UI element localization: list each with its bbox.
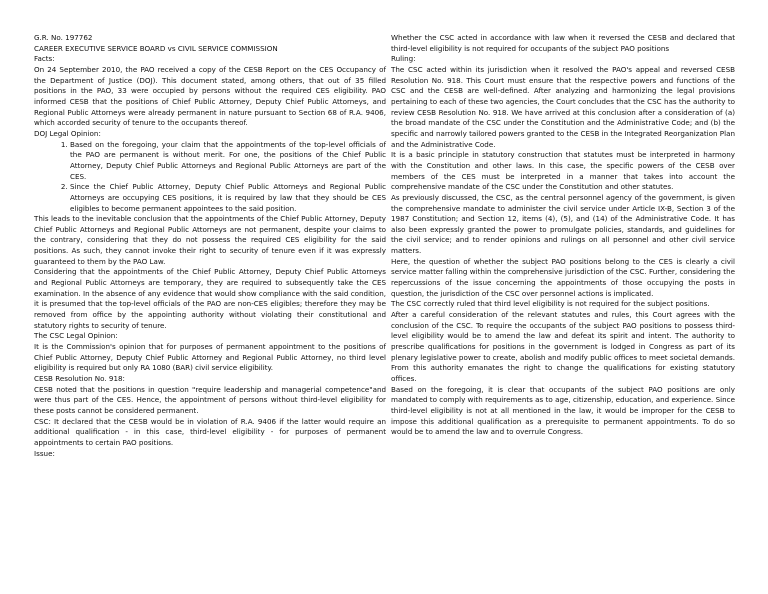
doj-paragraph: This leads to the inevitable conclusion that the appointments of the Chief Public Attorney, Deputy Chief Public Attorneys and Regional Public Attorneys are not permanent, despite your claims to the contrary, considering that they do not possess the required CES eligibility for the said positions. As such, they cannot invoke their right to security of tenure even if it was expressly guaranteed to them by the PAO Law. (34, 214, 386, 266)
doj-opinion-item: 2. Since the Chief Public Attorney, Deputy Chief Public Attorneys and Regional Public Attorneys are occupying CES positions, it is required by law that they should be CES eligibles to become permanent appointees to the said position. (70, 182, 386, 214)
issue-heading: Issue: (34, 448, 55, 458)
ruling-paragraph: The CSC acted within its jurisdiction when it resolved the PAO's appeal and reversed CESB Resolution No. 918. This Court must ensure that the respective powers and functions of the CSC and the CESB are well-defined. After analyzing and harmonizing the legal provisions pertaining to each of these two agencies, the Court concludes that the CSC has the authority to review CESB Resolution No. 918. We have arrived at this conclusion after a consideration of (a) the broad mandate of the CSC under the Constitution and the Administrative Code; and (b) the specific and narrowly tailored powers granted to the CESB in the Integrated Reorganization Plan and the Administrative Code. (391, 64, 735, 149)
doj-opinion-list (34, 140, 386, 215)
csc-declaration-paragraph: CSC: It declared that the CESB would be in violation of R.A. 9406 if the latter would require an additional qualification - in this case, third-level eligibility - for purposes of permanent appointments to certain PAO positions. (34, 416, 386, 447)
ruling-heading: Ruling: (391, 54, 416, 64)
right-column (391, 33, 735, 438)
facts-heading: Facts: (34, 54, 55, 64)
cesb-paragraph: CESB noted that the positions in question "require leadership and managerial competence"and were thus part of the CES. Hence, the appointment of persons without third-level eligibility for these posts cannot be considered permanent. (34, 384, 386, 415)
ruling-paragraph: The CSC correctly ruled that third level eligibility is not required for the subject positions. (391, 299, 710, 309)
facts-paragraph: On 24 September 2010, the PAO received a copy of the CESB Report on the CES Occupancy of the Department of Justice (DOJ). This document stated, among others, that out of 35 filled positions in the PAO, 33 were occupied by persons without the required CES eligibility. PAO informed CESB that the positions of Chief Public Attorney, Deputy Chief Public Attorneys, and Regional Public Attorneys were already permanent in nature pursuant to Section 68 of R.A. 9406, which accorded security of tenure to the occupants thereof. (34, 64, 386, 128)
ruling-paragraph: It is a basic principle in statutory construction that statutes must be interpreted in harmony with the Constitution and other laws. In this case, the specific powers of the CESB over members of the CES must be interpreted in a manner that takes into account the comprehensive mandate of the CSC under the Constitution and other statutes. (391, 150, 735, 192)
ruling-paragraph: Here, the question of whether the subject PAO positions belong to the CES is clearly a civil service matter falling within the comprehensive jurisdiction of the CSC. Further, considering the repercussions of the issue concerning the appointments of those occupying the posts in question, the jurisdiction of the CSC over personnel actions is implicated. (391, 256, 735, 298)
doj-paragraph: Considering that the appointments of the Chief Public Attorney, Deputy Chief Public Attorneys and Regional Public Attorneys are temporary, they are required to subsequently take the CES examination. In the absence of any evidence that would show compliance with the said condition, it is presumed that the top-level officials of the PAO are non-CES eligibles; therefore they may be removed from office by the appointing authority without violating their constitutional and statutory rights to security of tenure. (34, 267, 386, 330)
doj-heading: DOJ Legal Opinion: (34, 128, 101, 138)
case-title: CAREER EXECUTIVE SERVICE BOARD vs CIVIL SERVICE COMMISSION (34, 43, 278, 53)
csc-heading: The CSC Legal Opinion: (34, 331, 118, 341)
doj-opinion-item: 1. Based on the foregoing, your claim that the appointments of the top-level officials of the PAO are permanent is without merit. For one, the positions of the Chief Public Attorney, Deputy Chief Public Attorneys and Regional Public Attorneys are part of the CES. (70, 140, 386, 183)
case-number: G.R. No. 197762 (34, 33, 93, 42)
ruling-paragraph: Based on the foregoing, it is clear that occupants of the subject PAO positions are only mandated to comply with requirements as to age, citizenship, education, and experience. Since third-level eligibility is not at all mentioned in the law, it would be improper for the CESB to impose this additional qualification as a prerequisite to permanent appointments. To do so would be to amend the law and to overrule Congress. (391, 384, 735, 437)
left-column (34, 33, 386, 459)
cesb-heading: CESB Resolution No. 918: (34, 374, 125, 383)
ruling-paragraph: As previously discussed, the CSC, as the central personnel agency of the government, is given the comprehensive mandate to administer the civil service under Article IX-B, Section 3 of the 1987 Constitution; and Section 12, items (4), (5), and (14) of the Administrative Code. It has also been expressly granted the power to promulgate policies, standards, and guidelines for the civil service; and to render opinions and rulings on all personnel and other civil service matters. (391, 192, 735, 256)
issue-paragraph: Whether the CSC acted in accordance with law when it reversed the CESB and declared that third-level eligibility is not required for occupants of the subject PAO positions (391, 33, 735, 53)
csc-paragraph: It is the Commission's opinion that for purposes of permanent appointment to the positions of Chief Public Attorney, Deputy Chief Public Attorney and Regional Public Attorney, no third level eligibility is required but only RA 1080 (BAR) civil service eligibility. (34, 342, 386, 373)
ruling-paragraph: After a careful consideration of the relevant statutes and rules, this Court agrees with the conclusion of the CSC. To require the occupants of the subject PAO positions to possess third-level eligibility would be to amend the law and defeat its spirit and intent. The authority to prescribe qualifications for positions in the government is lodged in Congress as part of its plenary legislative power to create, abolish and modify public offices to meet societal demands. From this authority emanates the right to change the qualifications for existing statutory offices. (391, 310, 735, 383)
